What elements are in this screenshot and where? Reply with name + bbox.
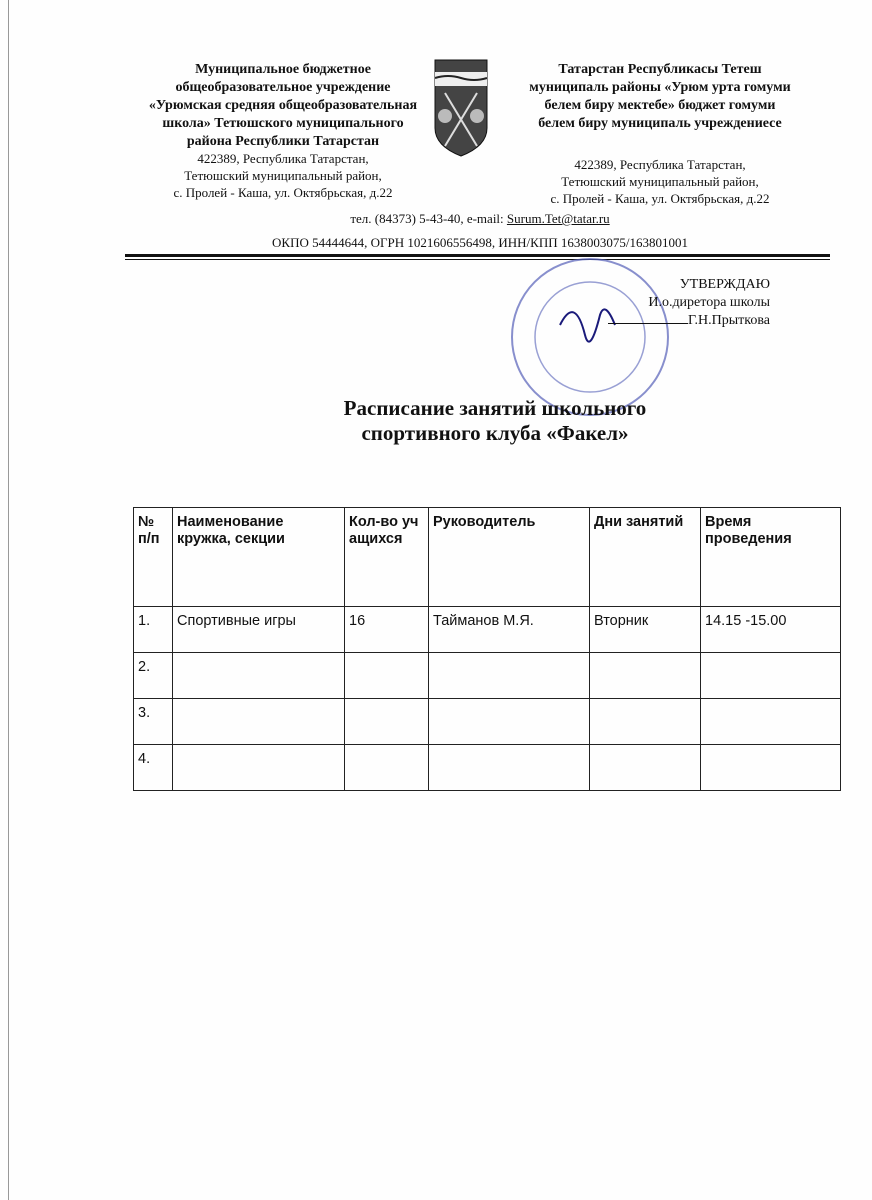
cell xyxy=(590,699,701,745)
cell: 3. xyxy=(134,699,173,745)
page-title: Расписание занятий школьного спортивного клуба «Факел» xyxy=(343,396,647,445)
cell xyxy=(173,653,345,699)
table-row xyxy=(134,745,841,791)
col-days: Дни занятий xyxy=(590,508,701,607)
cell xyxy=(345,745,429,791)
col-name: Наименование кружка, секции xyxy=(173,508,345,607)
cell: 2. xyxy=(134,653,173,699)
cell xyxy=(590,745,701,791)
cell: 14.15 -15.00 xyxy=(701,607,841,653)
col-number: № п/п xyxy=(134,508,173,607)
divider xyxy=(125,259,830,260)
cell xyxy=(429,745,590,791)
table-row xyxy=(134,653,841,699)
cell: Спортивные игры xyxy=(173,607,345,653)
coat-of-arms-icon xyxy=(433,58,489,158)
header-left: Муниципальное бюджетное общеобразовательное учреждение «Урюмская средняя общеобразовательная школа» Тетюшского муниципального района Республики Татарстан 422389, Республика Татарстан, Тетюшский муниципальный район, с. Пролей - Каша, ул. Октябрьская, д.22 xyxy=(148,62,418,200)
schedule-table xyxy=(133,507,841,791)
cell xyxy=(701,699,841,745)
cell xyxy=(429,699,590,745)
email-link[interactable]: Surum.Tet@tatar.ru xyxy=(506,211,610,226)
cell: Тайманов М.Я. xyxy=(429,607,590,653)
col-count: Кол-во учащихся xyxy=(345,508,429,607)
cell xyxy=(701,745,841,791)
table-row xyxy=(134,699,841,745)
cell: 4. xyxy=(134,745,173,791)
codes-line: ОКПО 54444644, ОГРН 1021606556498, ИНН/КПП 1638003075/163801001 xyxy=(272,235,688,250)
cell xyxy=(173,745,345,791)
cell xyxy=(590,653,701,699)
contacts-line: тел. (84373) 5-43-40, e-mail: Surum.Tet@tatar.ru xyxy=(350,211,610,226)
table-row xyxy=(134,607,841,653)
cell: 16 xyxy=(345,607,429,653)
scan-edge xyxy=(8,0,9,1200)
cell xyxy=(345,653,429,699)
cell xyxy=(345,699,429,745)
cell xyxy=(701,653,841,699)
col-time: Время проведения xyxy=(701,508,841,607)
cell: Вторник xyxy=(590,607,701,653)
col-leader: Руководитель xyxy=(429,508,590,607)
cell xyxy=(173,699,345,745)
approval-block: УТВЕРЖДАЮ И.о.диретора школы Г.Н.Прыткова xyxy=(590,276,770,330)
cell: 1. xyxy=(134,607,173,653)
cell xyxy=(429,653,590,699)
divider xyxy=(125,254,830,257)
header-right: Татарстан Республикасы Тетеш муниципаль районы «Урюм урта гомуми белем биру мектебе» бюджет гомуми белем биру муниципаль учреждениесе 422389, Республика Татарстан, Тетюшский муниципальный район, с. Пролей - Каша, ул. Октябрьская, д.22 xyxy=(529,62,791,206)
table-header-row xyxy=(134,508,841,607)
